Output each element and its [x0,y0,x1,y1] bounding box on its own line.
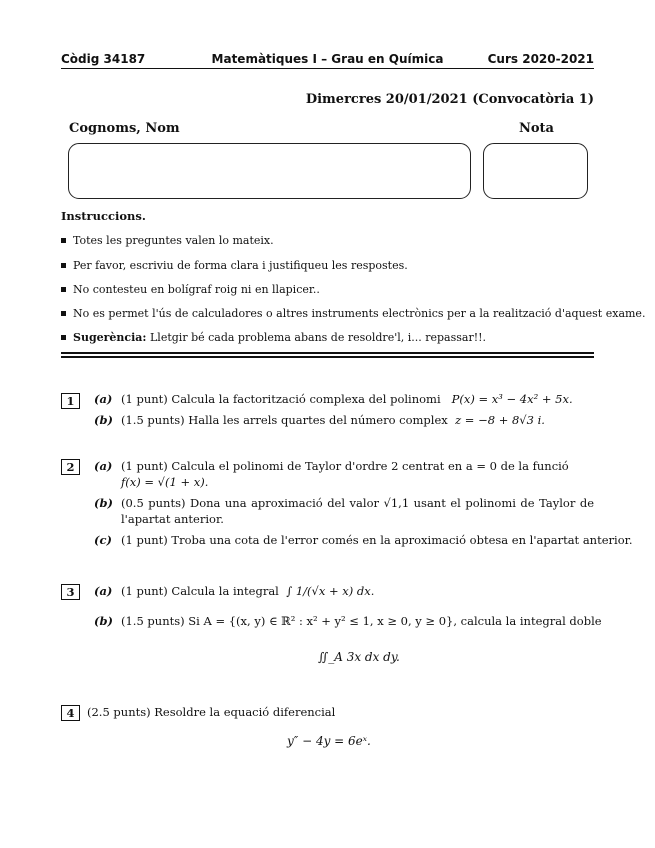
header-rule [61,68,594,69]
instruction-item: No contesteu en bolígraf roig ni en llapicer.. [61,283,320,296]
course-title: Matemàtiques I – Grau en Química [211,52,444,66]
part-letter: (b) [94,614,113,628]
part-letter: (c) [94,533,112,547]
problem-number: 4 [61,705,80,721]
instruction-item: Totes les preguntes valen lo mateix. [61,234,274,247]
question-text: (1 punt) Calcula la factorització complexa del polinomi P(x) = x³ − 4x² + 5x. [121,392,573,406]
bullet-icon [61,287,66,292]
part-letter: (b) [94,413,113,427]
name-box[interactable] [68,143,471,199]
question-text: (1 punt) Troba una cota de l'error comés en la aproximació obtesa en l'apartat anterior. [121,533,633,547]
bullet-icon [61,263,66,268]
instruction-item: Per favor, escriviu de forma clara i justifiqueu les respostes. [61,259,408,272]
problem-number: 2 [61,459,80,475]
grade-label: Nota [519,121,554,136]
problem-number: 1 [61,393,80,409]
display-formula: y″ − 4y = 6eˣ. [287,734,371,748]
course-code: Còdig 34187 [61,52,146,66]
question-text: (1.5 punts) Si A = {(x, y) ∈ ℝ² : x² + y² ≤ 1, x ≥ 0, y ≥ 0}, calcula la integral doble [121,614,602,628]
display-formula: ∬_A 3x dx dy. [318,650,400,664]
exam-date: Dimercres 20/01/2021 (Convocatòria 1) [305,92,594,107]
bullet-icon [61,238,66,243]
name-label: Cognoms, Nom [69,121,180,136]
part-letter: (a) [94,392,113,406]
part-letter: (a) [94,459,113,473]
instructions-title: Instruccions. [61,209,146,223]
instruction-item: No es permet l'ús de calculadores o altres instruments electrònics per a la realització d'aquest exame. [61,307,645,320]
page-header [61,52,594,68]
question-text: (2.5 punts) Resoldre la equació diferencial [87,705,336,719]
section-rule [61,356,594,358]
formula: f(x) = √(1 + x). [121,475,209,489]
question-text: (1.5 punts) Halla les arrels quartes del número complex z = −8 + 8√3 i. [121,413,545,427]
part-letter: (a) [94,584,113,598]
part-letter: (b) [94,496,113,510]
instruction-hint: Sugerència: Lletgir bé cada problema abans de resoldre'l, i... repassar!!. [61,331,486,344]
bullet-icon [61,335,66,340]
question-text: (1 punt) Calcula la integral ∫ 1/(√x + x) dx. [121,584,375,598]
grade-box[interactable] [483,143,588,199]
question-text: (0.5 punts) Dona una aproximació del valor √1,1 usant el polinomi de Taylor de l'apartat anterior. [121,496,594,526]
academic-year: Curs 2020-2021 [487,52,594,66]
bullet-icon [61,311,66,316]
question-text: (1 punt) Calcula el polinomi de Taylor d'ordre 2 centrat en a = 0 de la funció [121,459,569,473]
section-rule [61,352,594,354]
problem-number: 3 [61,584,80,600]
